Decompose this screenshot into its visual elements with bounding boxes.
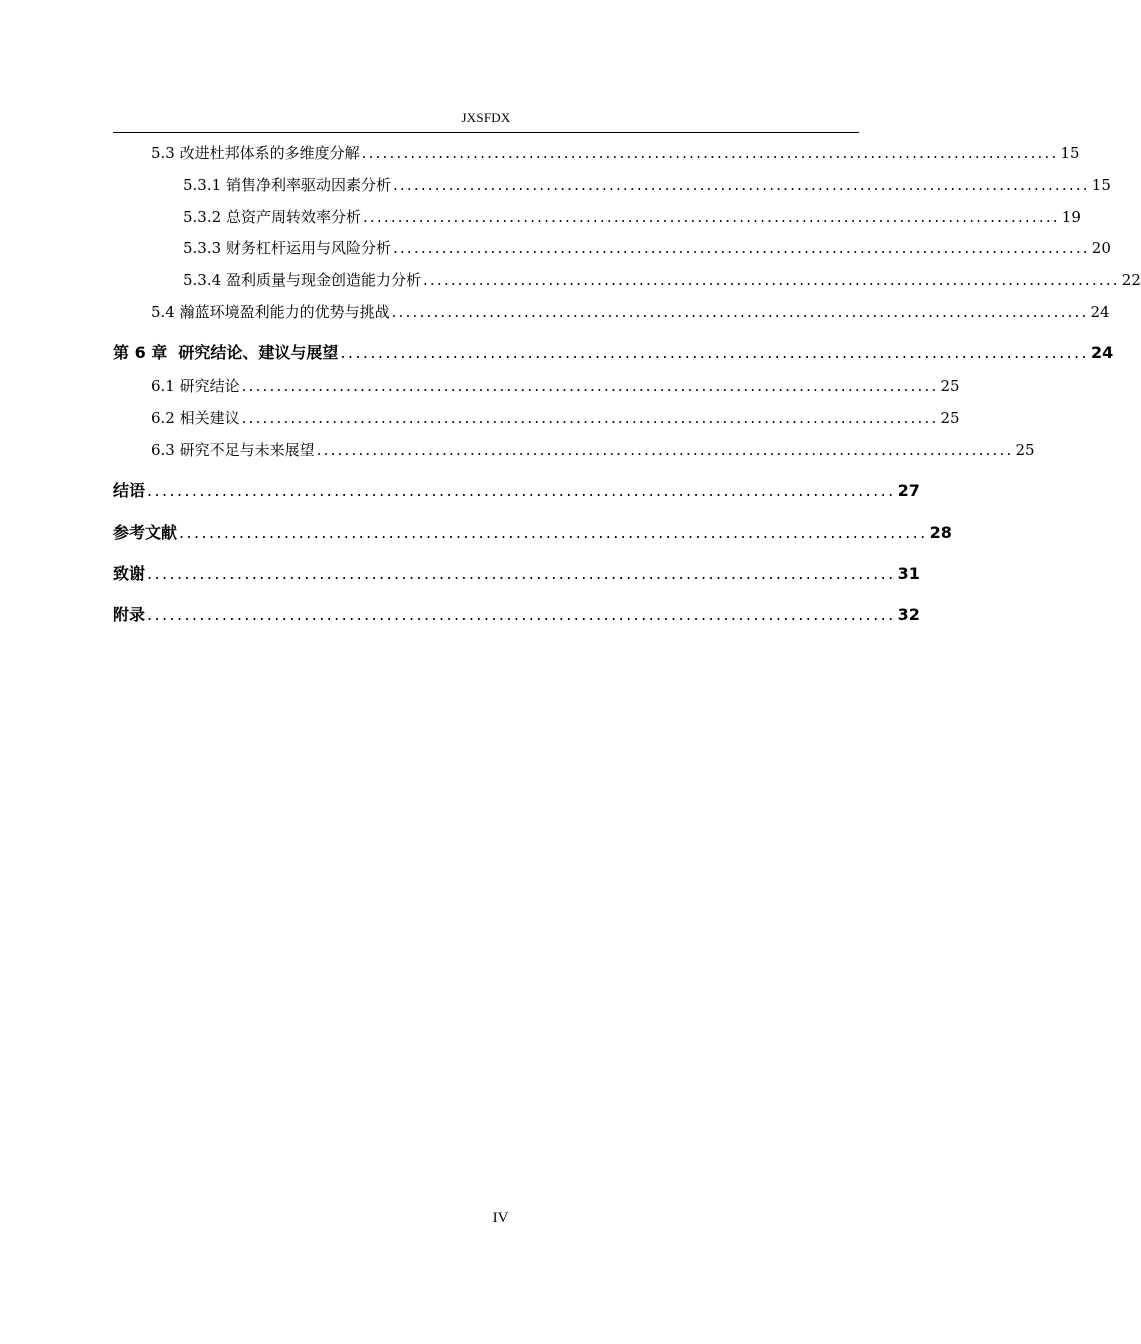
toc-entry-page: 24 [1091,343,1114,362]
toc-entry-5-3-1[interactable] [183,174,1111,196]
toc-entry-6-3[interactable] [151,439,1035,461]
toc-entry-title: 参考文献 [113,523,178,542]
toc-entry-title: 财务杠杆运用与风险分析 [225,239,391,257]
toc-entry-page: 24 [1090,303,1110,321]
dot-leader: .................................................................................................... [241,377,939,395]
toc-entry-chapter-6[interactable] [113,342,1114,364]
toc-entry-page: 28 [929,523,952,542]
dot-leader: .................................................................................................... [392,239,1090,257]
toc-entry-page: 25 [940,409,960,427]
toc-entry-page: 20 [1091,239,1111,257]
toc-entry-page: 25 [1015,441,1035,459]
dot-leader: .................................................................................................... [241,409,939,427]
toc-entry-acknowledgements[interactable] [113,563,920,585]
running-header: JXSFDX [461,110,511,125]
toc-entry-page: 32 [897,605,920,624]
toc-entry-title: 研究结论、建议与展望 [178,343,339,362]
toc-entry-references[interactable] [113,522,952,544]
toc-entry-number: 第 6 章 [113,343,168,362]
toc-entry-5-4[interactable] [151,301,1110,323]
dot-leader: .................................................................................................... [361,144,1059,162]
toc-entry-title: 研究不足与未来展望 [179,441,315,459]
toc-entry-page: 19 [1061,208,1081,226]
toc-entry-title: 研究结论 [179,377,240,395]
toc-entry-page: 25 [940,377,960,395]
toc-entry-title: 销售净利率驱动因素分析 [225,176,391,194]
dot-leader: .................................................................................................... [147,564,896,583]
toc-entry-number: 5.4 [151,303,175,321]
toc-entry-number: 5.3.1 [183,176,222,194]
toc-entry-number: 5.3.4 [183,271,222,289]
toc-entry-title: 结语 [113,481,146,500]
toc-entry-appendix[interactable] [113,604,920,626]
dot-leader: .................................................................................................... [391,303,1089,321]
toc-entry-page: 31 [897,564,920,583]
toc-entry-number: 6.2 [151,409,175,427]
dot-leader: .................................................................................................... [362,208,1060,226]
toc-entry-5-3[interactable] [151,142,1080,164]
toc-entry-title: 总资产周转效率分析 [225,208,361,226]
toc-entry-5-3-3[interactable] [183,237,1111,259]
toc-entry-number: 5.3 [151,144,175,162]
toc-entry-6-1[interactable] [151,375,960,397]
toc-entry-number: 5.3.2 [183,208,222,226]
toc-entry-page: 27 [897,481,920,500]
toc-entry-6-2[interactable] [151,407,960,429]
toc-entry-title: 盈利质量与现金创造能力分析 [225,271,421,289]
page-number: IV [492,1210,509,1226]
header-rule [113,132,859,133]
dot-leader: .................................................................................................... [316,441,1014,459]
dot-leader: .................................................................................................... [340,343,1090,362]
toc-entry-5-3-2[interactable] [183,206,1081,228]
toc-entry-number: 5.3.3 [183,239,222,257]
dot-leader: .................................................................................................... [392,176,1090,194]
toc-entry-title: 相关建议 [179,409,240,427]
dot-leader: .................................................................................................... [179,523,928,542]
toc-entry-conclusion[interactable] [113,480,920,502]
toc-entry-number: 6.3 [151,441,175,459]
toc-entry-title: 附录 [113,605,146,624]
toc-entry-5-3-4[interactable] [183,269,1141,291]
toc-entry-page: 15 [1060,144,1080,162]
toc-entry-title: 改进杜邦体系的多维度分解 [179,144,360,162]
toc-entry-title: 致谢 [113,564,146,583]
toc-entry-page: 22 [1121,271,1141,289]
toc-entry-title: 瀚蓝环境盈利能力的优势与挑战 [179,303,390,321]
dot-leader: .................................................................................................... [147,605,896,624]
dot-leader: .................................................................................................... [422,271,1120,289]
toc-entry-page: 15 [1091,176,1111,194]
toc-entry-number: 6.1 [151,377,175,395]
dot-leader: .................................................................................................... [147,481,896,500]
